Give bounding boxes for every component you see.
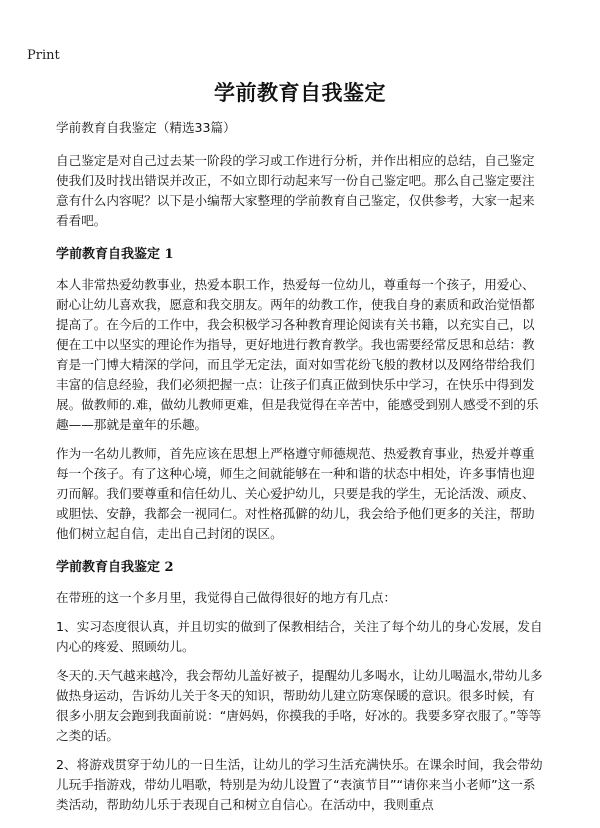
section-2-paragraph-3: 冬天的.天气越来越冷，我会帮幼儿盖好被子，提醒幼儿多喝水，让幼儿喝温水,带幼儿多做热身运动，告诉幼儿关于冬天的知识，帮助幼儿建立防寒保暖的意识。很多时候，有很多小朋友会跑到我面前说：“唐妈妈，你摸我的手咯，好冰的。我要多穿衣服了。”等等之类的话。 <box>56 668 543 743</box>
section-2-paragraph-1: 在带班的这一个多月里，我觉得自己做得很好的地方有几点： <box>56 590 397 605</box>
section-1-heading: 学前教育自我鉴定 1 <box>56 247 174 262</box>
article-body <box>56 118 546 824</box>
intro-paragraph: 自己鉴定是对自己过去某一阶段的学习或工作进行分析，并作出相应的总结，自己鉴定使我们及时找出错误并改正，不如立即行动起来写一份自己鉴定吧。那么自己鉴定要注意有什么内容呢？以下是小编帮大家整理的学前教育自己鉴定，仅供参考，大家一起来看看吧。 <box>56 153 535 228</box>
section-2-paragraph-2: 1、实习态度很认真，并且切实的做到了保教相结合，关注了每个幼儿的身心发展，发自内心的疼爱、照顾幼儿。 <box>56 619 543 654</box>
section-2-heading: 学前教育自我鉴定 2 <box>56 560 174 575</box>
document-subtitle: 学前教育自我鉴定（精选33篇） <box>56 120 236 135</box>
print-link[interactable]: Print <box>27 48 60 63</box>
section-2-paragraph-4: 2、将游戏贯穿于幼儿的一日生活，让幼儿的学习生活充满快乐。在课余时间，我会带幼儿玩手指游戏，带幼儿唱歌，特别是为幼儿设置了“表演节目”“请你来当小老师”这一系类活动，帮助幼儿乐于表现自己和树立自信心。在活动中，我则重点 <box>56 757 543 812</box>
section-1-paragraph-1: 本人非常热爱幼教事业，热爱本职工作，热爱每一位幼儿，尊重每一个孩子，用爱心、耐心让幼儿喜欢我，愿意和我交朋友。两年的幼教工作，使我自身的素质和政治觉悟都提高了。在今后的工作中，我会积极学习各种教育理论阅读有关书籍，以充实自己，以便在工中以坚实的理论作为指导，更好地进行教育教学。我也需要经常反思和总结：教育是一门博大精深的学问，而且学无定法，面对如雪花纷飞般的教材以及网络带给我们丰富的信息经验，我们必须把握一点：让孩子们真正做到快乐中学习，在快乐中得到发展。做教师的.难，做幼儿教师更难，但是我觉得在辛苦中，能感受到别人感受不到的乐趣——那就是童年的乐趣。 <box>56 277 539 432</box>
section-1-paragraph-2: 作为一名幼儿教师，首先应该在思想上严格遵守师德规范、热爱教育事业，热爱并尊重每一个孩子。有了这种心境，师生之间就能够在一种和谐的状态中相处，许多事情也迎刃而解。我们要尊重和信任幼儿、关心爱护幼儿，只要是我的学生，无论活泼、顽皮、或胆怯、安静，我都会一视同仁。对性格孤僻的幼儿，我会给予他们更多的关注，帮助他们树立起自信，走出自己封闭的误区。 <box>56 446 535 541</box>
page-title: 学前教育自我鉴定 <box>214 81 386 105</box>
